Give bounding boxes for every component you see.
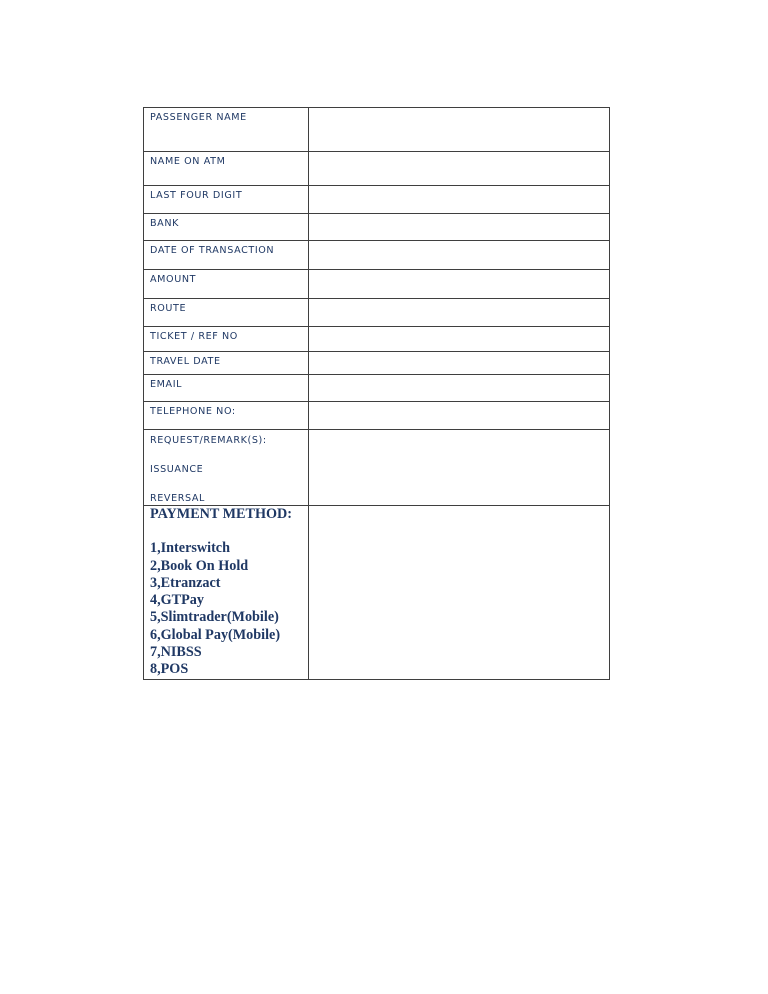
- label-cell: [144, 241, 309, 270]
- label-cell: [144, 270, 309, 299]
- label-cell: [144, 214, 309, 241]
- bank-label: BANK: [150, 218, 180, 229]
- email-field[interactable]: [309, 375, 610, 402]
- passenger-name-label: PASSENGER NAME: [150, 112, 247, 123]
- amount-label: AMOUNT: [150, 274, 197, 285]
- label-cell: [144, 506, 309, 680]
- row-route: [144, 299, 610, 327]
- payment-option: 7,NIBSS: [150, 644, 202, 661]
- ticket-ref-no-field[interactable]: [309, 327, 610, 352]
- payment-option: 1,Interswitch: [150, 540, 230, 557]
- payment-option: 2,Book On Hold: [150, 557, 249, 574]
- amount-field[interactable]: [309, 270, 610, 299]
- transaction-form-table: [143, 107, 610, 680]
- row-request-remarks: [144, 430, 610, 506]
- date-of-transaction-label: DATE OF TRANSACTION: [150, 245, 275, 256]
- payment-option: 5,Slimtrader(Mobile): [150, 609, 279, 626]
- row-travel-date: [144, 352, 610, 375]
- date-of-transaction-field[interactable]: [309, 241, 610, 270]
- ticket-ref-no-label: TICKET / REF NO: [150, 331, 238, 342]
- payment-option: 3,Etranzact: [150, 574, 221, 591]
- name-on-atm-label: NAME ON ATM: [150, 156, 226, 167]
- payment-method-heading: PAYMENT METHOD:: [150, 506, 293, 522]
- payment-option: 6,Global Pay(Mobile): [150, 626, 281, 643]
- label-cell: [144, 352, 309, 375]
- row-amount: [144, 270, 610, 299]
- payment-method-block: [144, 506, 308, 679]
- last-four-digit-field[interactable]: [309, 186, 610, 214]
- request-remarks-field[interactable]: [309, 430, 610, 506]
- row-payment-method: [144, 506, 610, 680]
- telephone-no-field[interactable]: [309, 402, 610, 430]
- payment-option: 8,POS: [150, 661, 189, 678]
- reversal-label: REVERSAL: [150, 493, 205, 504]
- request-remarks-label: REQUEST/REMARK(S):: [150, 435, 267, 446]
- email-label: EMAIL: [150, 379, 183, 390]
- payment-method-field[interactable]: [309, 506, 610, 680]
- label-cell: [144, 327, 309, 352]
- row-date-of-transaction: [144, 241, 610, 270]
- passenger-name-field[interactable]: [309, 108, 610, 152]
- row-last-four-digit: [144, 186, 610, 214]
- row-telephone-no: [144, 402, 610, 430]
- label-cell: [144, 299, 309, 327]
- issuance-label: ISSUANCE: [150, 464, 204, 475]
- row-email: [144, 375, 610, 402]
- name-on-atm-field[interactable]: [309, 152, 610, 186]
- row-name-on-atm: [144, 152, 610, 186]
- label-cell: [144, 186, 309, 214]
- route-field[interactable]: [309, 299, 610, 327]
- payment-option: 4,GTPay: [150, 592, 204, 609]
- row-ticket-ref-no: [144, 327, 610, 352]
- label-cell: [144, 402, 309, 430]
- row-passenger-name: [144, 108, 610, 152]
- label-cell: [144, 375, 309, 402]
- label-cell: [144, 152, 309, 186]
- travel-date-label: TRAVEL DATE: [150, 356, 221, 367]
- travel-date-field[interactable]: [309, 352, 610, 375]
- bank-field[interactable]: [309, 214, 610, 241]
- route-label: ROUTE: [150, 303, 187, 314]
- request-remarks-block: [144, 430, 308, 505]
- label-cell: [144, 430, 309, 506]
- row-bank: [144, 214, 610, 241]
- telephone-no-label: TELEPHONE NO:: [150, 406, 236, 417]
- last-four-digit-label: LAST FOUR DIGIT: [150, 190, 243, 201]
- label-cell: [144, 108, 309, 152]
